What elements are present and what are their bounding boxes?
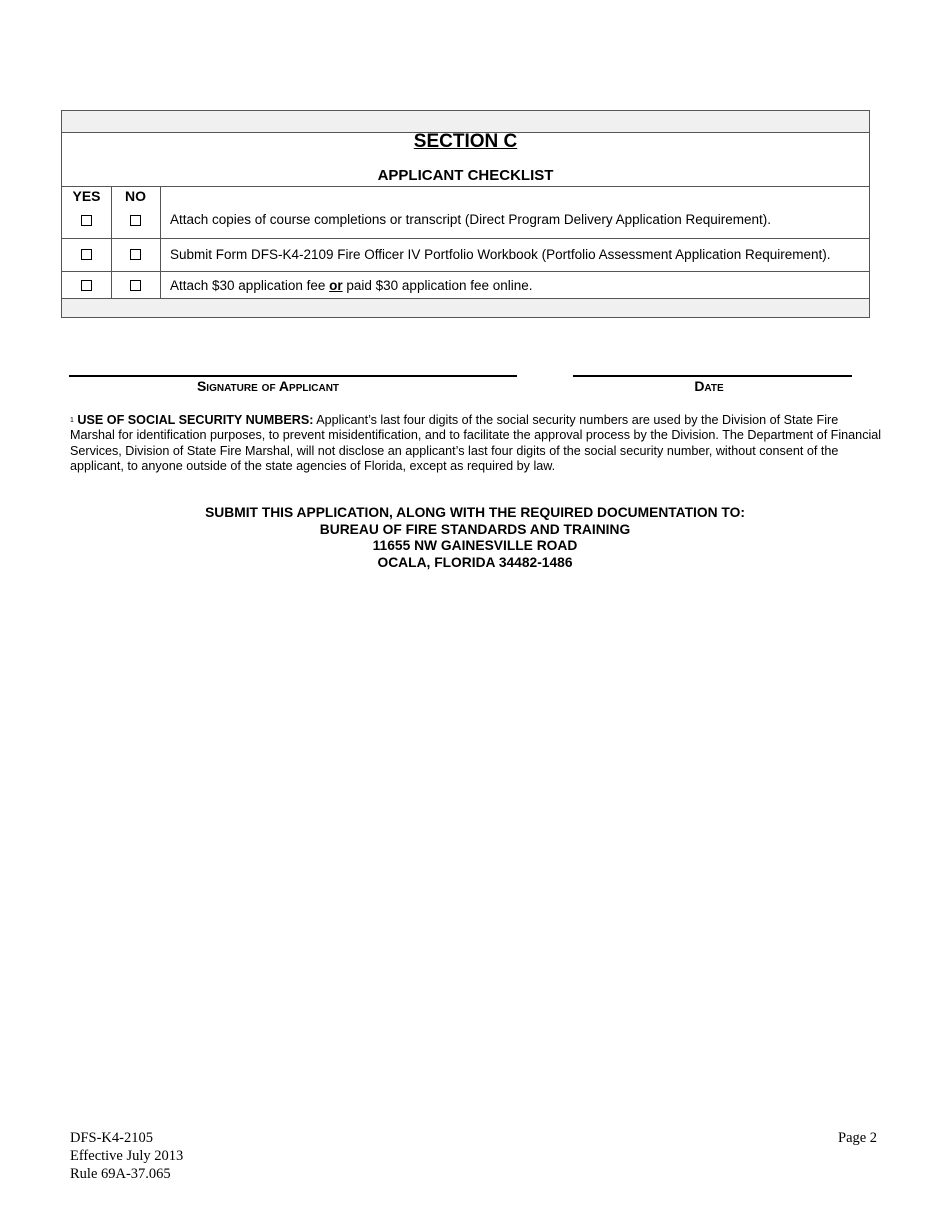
checklist-item-fee: Attach $30 application fee or paid $30 application fee online. — [170, 278, 533, 293]
checklist-item-portfolio: Submit Form DFS-K4-2109 Fire Officer IV Portfolio Workbook (Portfolio Assessment Application Requirement). — [170, 247, 831, 262]
yes-column-header: YES — [72, 188, 101, 204]
page-number: Page 2 — [838, 1130, 878, 1146]
form-footer — [70, 1129, 183, 1183]
rule-number: Rule 69A-37.065 — [70, 1166, 171, 1182]
form-id: DFS-K4-2105 — [70, 1130, 153, 1146]
footnote-body: Applicant’s last four digits of the social security numbers are used by the Division of State Fire Marshal for identification purposes, to prevent misidentification, and to facilitate the approval process by the Division. The Department of Financial Services, Division of State Fire Marshal, will not disclose an applicant’s last four digits of the social security number, without consent of the applicant, to anyone outside of the state agencies of Florida, except as required by law. — [70, 413, 882, 473]
section-title: SECTION C — [413, 131, 518, 152]
table-footer-band — [62, 298, 869, 317]
column-divider — [160, 186, 161, 300]
no-checkbox[interactable] — [130, 249, 141, 260]
row-divider — [62, 271, 869, 272]
no-checkbox[interactable] — [130, 280, 141, 291]
no-checkbox[interactable] — [130, 215, 141, 226]
yes-checkbox[interactable] — [81, 280, 92, 291]
ssn-footnote — [70, 413, 885, 474]
submit-heading: SUBMIT THIS APPLICATION, ALONG WITH THE REQUIRED DOCUMENTATION TO: — [205, 505, 745, 520]
footnote-lead: USE OF SOCIAL SECURITY NUMBERS: — [77, 413, 314, 427]
submit-address-block — [0, 505, 950, 571]
date-line[interactable] — [573, 375, 852, 377]
section-subtitle: APPLICANT CHECKLIST — [377, 167, 554, 184]
no-column-header: NO — [125, 188, 146, 204]
yes-checkbox[interactable] — [81, 215, 92, 226]
city-state-zip: OCALA, FLORIDA 34482-1486 — [377, 554, 573, 570]
emphasis-or: or — [329, 278, 343, 293]
table-header-band — [62, 111, 869, 133]
signature-label: Signature of Applicant — [196, 378, 340, 394]
signature-line[interactable] — [69, 375, 517, 377]
bureau-name: BUREAU OF FIRE STANDARDS AND TRAINING — [319, 521, 631, 537]
yes-checkbox[interactable] — [81, 249, 92, 260]
date-label: Date — [694, 378, 724, 394]
street-address: 11655 NW GAINESVILLE ROAD — [372, 538, 578, 553]
header-divider — [62, 186, 869, 187]
effective-date: Effective July 2013 — [70, 1148, 184, 1164]
row-divider — [62, 238, 869, 239]
checklist-item-transcript: Attach copies of course completions or transcript (Direct Program Delivery Application Requirement). — [170, 212, 771, 227]
applicant-checklist-table — [61, 110, 870, 318]
footnote-marker: 1 — [70, 417, 74, 424]
